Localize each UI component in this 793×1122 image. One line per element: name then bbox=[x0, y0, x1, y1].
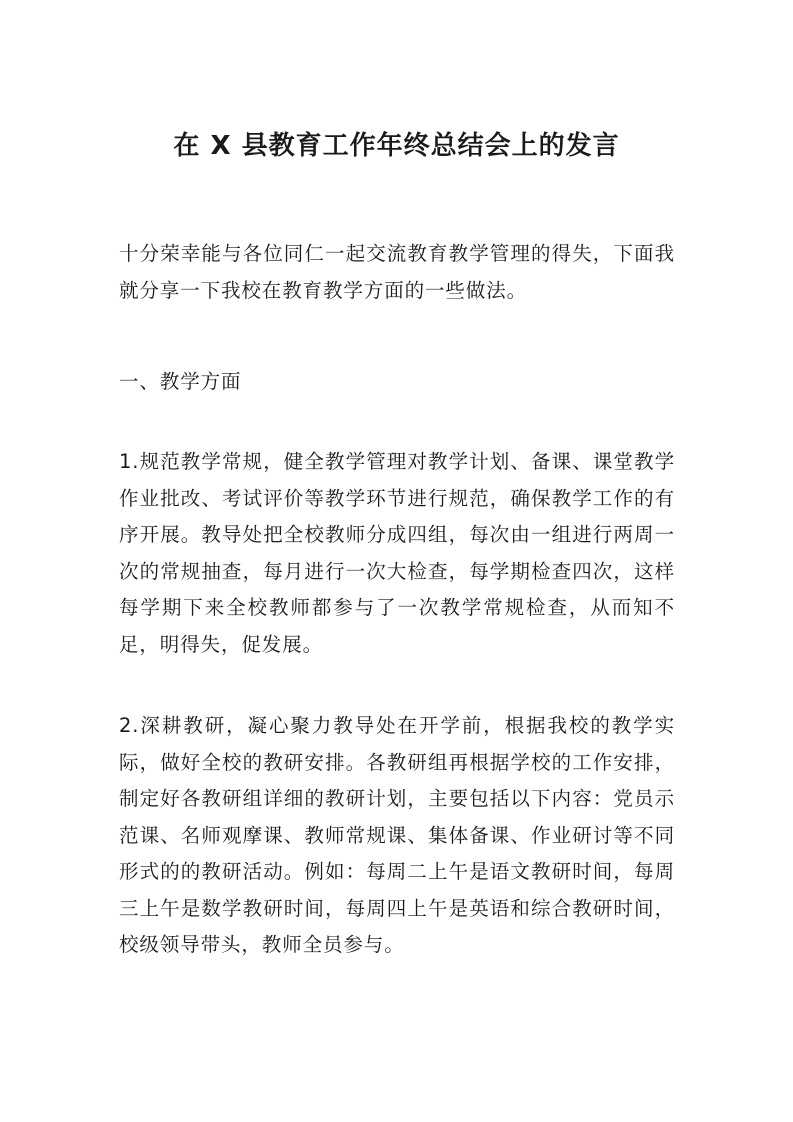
section-heading: 一、教学方面 bbox=[119, 370, 242, 393]
item-2-paragraph: 2.深耕教研，凝心聚力教导处在开学前，根据我校的教学实际，做好全校的教研安排。各教研组再根据学校的工作安排，制定好各教研组详细的教研计划，主要包括以下内容：党员示范课、名师观摩课、教师常规课、集体备课、作业研讨等不同形式的的教研活动。例如：每周二上午是语文教研时间，每周三上午是数学教研时间，每周四上午是英语和综合教研时间，校级领导带头，教师全员参与。 bbox=[119, 714, 675, 956]
intro-paragraph: 十分荣幸能与各位同仁一起交流教育教学管理的得失，下面我就分享一下我校在教育教学方面的一些做法。 bbox=[119, 242, 675, 302]
document-title: 在 X 县教育工作年终总结会上的发言 bbox=[173, 131, 620, 161]
item-1-paragraph: 1.规范教学常规，健全教学管理对教学计划、备课、课堂教学作业批改、考试评价等教学环节进行规范，确保教学工作的有序开展。教导处把全校教师分成四组，每次由一组进行两周一次的常规抽查，每月进行一次大检查，每学期检查四次，这样每学期下来全校教师都参与了一次教学常规检查，从而知不足，明得失，促发展。 bbox=[119, 450, 675, 656]
